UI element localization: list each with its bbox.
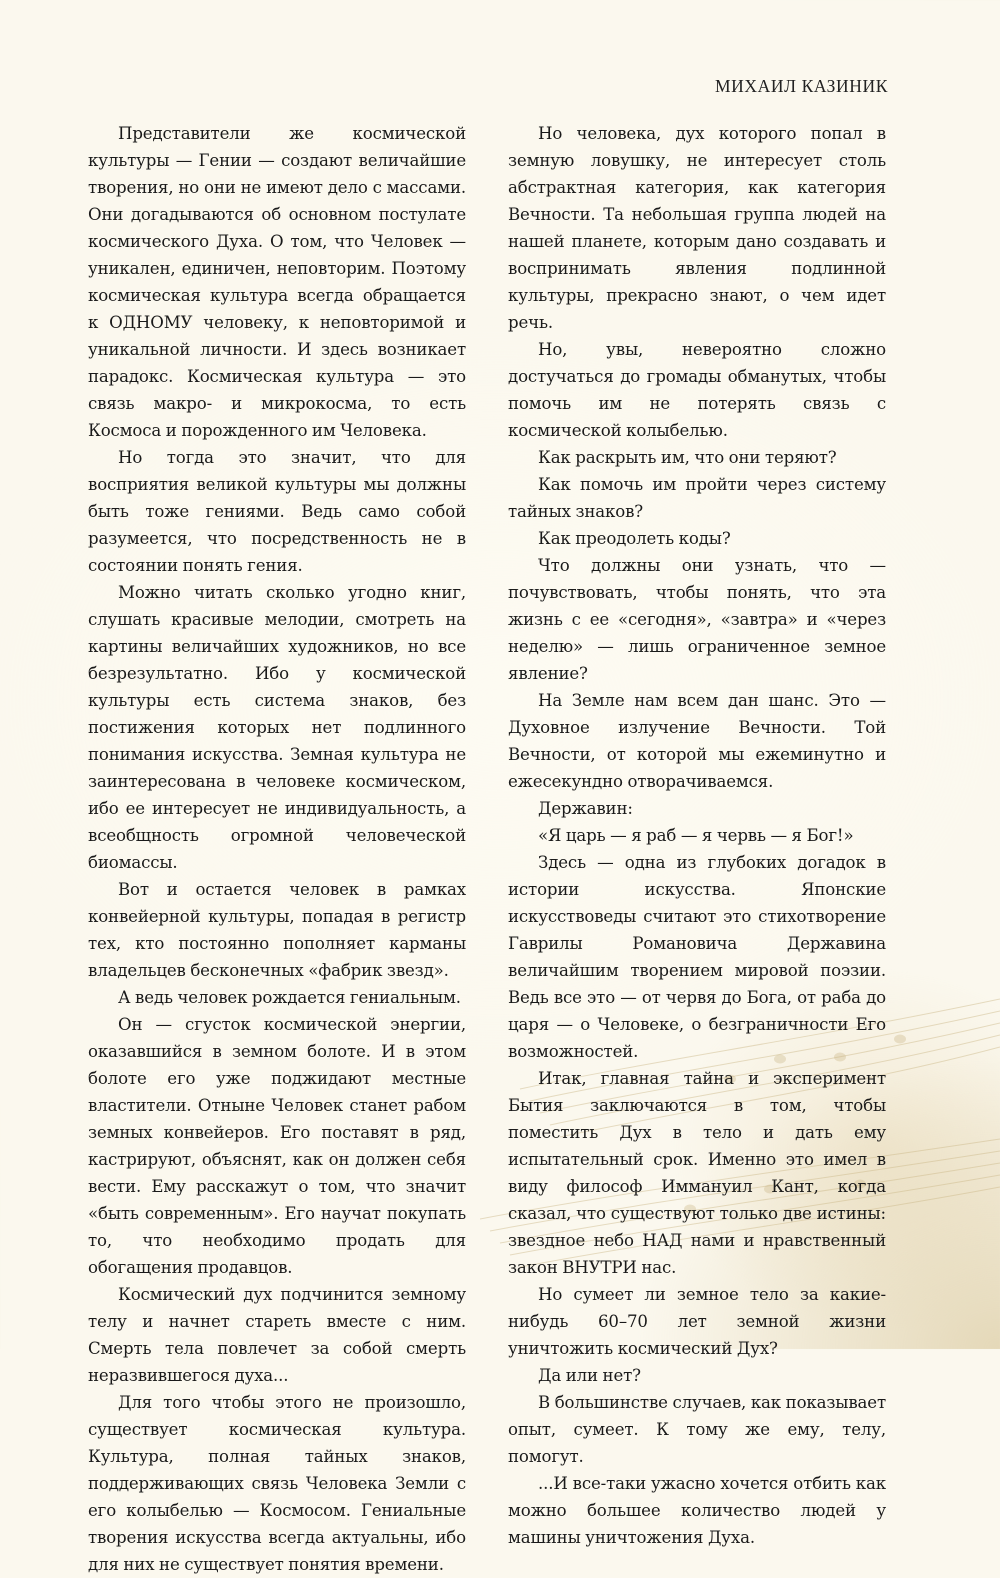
paragraph: Но сумеет ли земное тело за какие-нибудь 60–70 лет земной жизни уничтожить космический Дух? <box>508 1285 886 1358</box>
paragraph: Для того чтобы этого не произошло, существует космическая культура. Культура, полная тайных знаков, поддерживающих связь Человека Земли с его колыбелью — Космосом. Гениальные творения искусства всегда актуальны, ибо для них не существует понятия времени. <box>88 1393 466 1574</box>
paragraph: Представители же космической культуры — Гении — создают величайшие творения, но они не имеют дело с массами. Они догадываются об основном постулате космического Духа. О том, что Человек — уникален, единичен, неповторим. Поэтому космическая культура всегда обращается к ОДНОМУ человеку, к неповторимой и уникальной личности. И здесь возникает парадокс. Космическая культура — это связь макро- и микрокосма, то есть Космоса и порожденного им Человека. <box>88 124 466 440</box>
paragraph: Можно читать сколько угодно книг, слушать красивые мелодии, смотреть на картины величайших художников, но все безрезультатно. Ибо у космической культуры есть система знаков, без постижения которых нет подлинного понимания искусства. Земная культура не заинтересована в человеке космическом, ибо ее интересует не индивидуальность, а всеобщность огромной человеческой биомассы. <box>88 583 466 872</box>
paragraph: Он — сгусток космической энергии, оказавшийся в земном болоте. И в этом болоте его уже поджидают местные властители. Отныне Человек станет рабом земных конвейеров. Его поставят в ряд, кастрируют, объяснят, как он должен себя вести. Ему расскажут о том, что значит «быть современным». Его научат покупать то, что необходимо продать для обогащения продавцов. <box>88 1015 466 1277</box>
paragraph: Что должны они узнать, что — почувствовать, чтобы понять, что эта жизнь с ее «сегодня», «завтра» и «через неделю» — лишь ограниченное земное явление? <box>508 556 886 683</box>
paragraph: Да или нет? <box>538 1366 641 1385</box>
left-column <box>88 120 466 1578</box>
paragraph: Как раскрыть им, что они теряют? <box>538 448 837 467</box>
paragraph: Державин: <box>538 799 633 818</box>
paragraph: В большинстве случаев, как показывает опыт, сумеет. К тому же ему, телу, помогут. <box>508 1393 886 1466</box>
paragraph: «Я царь — я раб — я червь — я Бог!» <box>538 826 854 845</box>
paragraph: Космический дух подчинится земному телу и начнет стареть вместе с ним. Смерть тела повлечет за собой смерть неразвившегося духа... <box>88 1285 466 1385</box>
text-columns <box>88 120 886 1578</box>
paragraph: Итак, главная тайна и эксперимент Бытия заключаются в том, чтобы поместить Дух в тело и дать ему испытательный срок. Именно это имел в виду философ Иммануил Кант, когда сказал, что существуют только две истины: звездное небо НАД нами и нравственный закон ВНУТРИ нас. <box>508 1069 886 1277</box>
paragraph: ...И все-таки ужасно хочется отбить как можно большее количество людей у машины уничтожения Духа. <box>508 1474 886 1547</box>
paragraph: Но тогда это значит, что для восприятия великой культуры мы должны быть тоже гениями. Ведь само собой разумеется, что посредственность не в состоянии понять гения. <box>88 448 466 575</box>
paragraph: Здесь — одна из глубоких догадок в истории искусства. Японские искусствоведы считают это стихотворение Гаврилы Романовича Державина величайшим творением мировой поэзии. Ведь все это — от червя до Бога, от раба до царя — о Человеке, о безграничности Его возможностей. <box>508 853 886 1061</box>
paragraph: Но, увы, невероятно сложно достучаться до громады обманутых, чтобы помочь им не потерять связь с космической колыбелью. <box>508 340 886 440</box>
paragraph: Но человека, дух которого попал в земную ловушку, не интересует столь абстрактная категория, как категория Вечности. Та небольшая группа людей на нашей планете, которым дано создавать и воспринимать явления подлинной культуры, прекрасно знают, о чем идет речь. <box>508 124 886 332</box>
paragraph: Как преодолеть коды? <box>538 529 731 548</box>
right-column <box>508 120 886 1578</box>
running-head-author: МИХАИЛ КАЗИНИК <box>715 76 888 96</box>
paragraph: Как помочь им пройти через систему тайных знаков? <box>508 475 886 521</box>
paragraph: А ведь человек рождается гениальным. <box>118 988 461 1007</box>
paragraph: Вот и остается человек в рамках конвейерной культуры, попадая в регистр тех, кто постоянно пополняет карманы владельцев бесконечных «фабрик звезд». <box>88 880 466 980</box>
paragraph: На Земле нам всем дан шанс. Это — Духовное излучение Вечности. Той Вечности, от которой мы ежеминутно и ежесекундно отворачиваемся. <box>508 691 886 791</box>
